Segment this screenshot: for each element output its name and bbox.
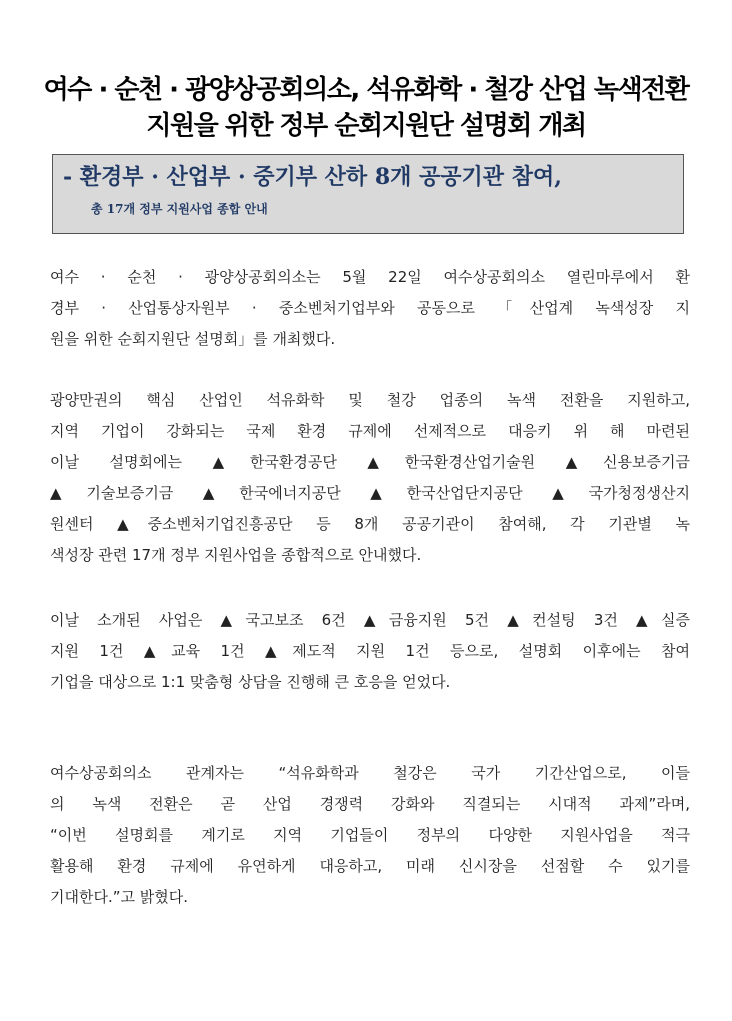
paragraph-line: 이날 설명회에는 ▲한국환경공단 ▲한국환경산업기술원 ▲신용보증기금: [50, 453, 690, 471]
subtitle-line-1: - 환경부 · 산업부 · 중기부 산하 8개 공공기관 참여,: [63, 164, 562, 190]
paragraph-line: 기업을 대상으로 1:1 맞춤형 상담을 진행해 큰 호응을 얻었다.: [50, 673, 451, 691]
paragraph-2: [50, 385, 690, 571]
paragraph-line: 이날 소개된 사업은 ▲국고보조 6건 ▲금융지원 5건 ▲컨설팅 3건 ▲실증: [50, 611, 690, 629]
paragraph-line: 여수상공회의소 관계자는 “석유화학과 철강은 국가 기간산업으로, 이들: [50, 764, 690, 782]
subtitle-box: [52, 154, 684, 234]
paragraph-line: 의 녹색 전환은 곧 산업 경쟁력 강화와 직결되는 시대적 과제”라며,: [50, 795, 690, 813]
paragraph-line: 광양만권의 핵심 산업인 석유화학 및 철강 업종의 녹색 전환을 지원하고,: [50, 391, 690, 409]
subtitle-line-2: 총 17개 정부 지원사업 종합 안내: [91, 202, 268, 216]
paragraph-1: [50, 262, 690, 355]
headline: [20, 72, 712, 144]
paragraph-line: 여수 · 순천 · 광양상공회의소는 5월 22일 여수상공회의소 열린마루에서 환: [50, 268, 690, 286]
headline-line-1: 여수 · 순천 · 광양상공회의소, 석유화학 · 철강 산업 녹색전환: [43, 75, 689, 105]
paragraph-line: “이번 설명회를 계기로 지역 기업들이 정부의 다양한 지원사업을 적극: [50, 826, 690, 844]
paragraph-line: 경부 · 산업통상자원부 · 중소벤처기업부와 공동으로 「산업계 녹색성장 지: [50, 299, 690, 317]
paragraph-line: 기대한다.”고 밝혔다.: [50, 888, 188, 906]
paragraph-line: 원을 위한 순회지원단 설명회」를 개최했다.: [50, 330, 336, 348]
headline-line-2: 지원을 위한 정부 순회지원단 설명회 개최: [146, 111, 586, 141]
paragraph-line: 활용해 환경 규제에 유연하게 대응하고, 미래 신시장을 선점할 수 있기를: [50, 857, 690, 875]
paragraph-line: 색성장 관련 17개 정부 지원사업을 종합적으로 안내했다.: [50, 546, 422, 564]
paragraph-line: 지역 기업이 강화되는 국제 환경 규제에 선제적으로 대응키 위 해 마련된: [50, 422, 690, 440]
paragraph-4: [50, 758, 690, 913]
paragraph-line: 지원 1건 ▲교육 1건 ▲제도적 지원 1건 등으로, 설명회 이후에는 참여: [50, 642, 690, 660]
paragraph-line: 원센터 ▲중소벤처기업진흥공단 등 8개 공공기관이 참여해, 각 기관별 녹: [50, 515, 690, 533]
paragraph-line: ▲기술보증기금 ▲한국에너지공단 ▲한국산업단지공단 ▲국가청정생산지: [50, 484, 690, 502]
paragraph-3: [50, 605, 690, 698]
